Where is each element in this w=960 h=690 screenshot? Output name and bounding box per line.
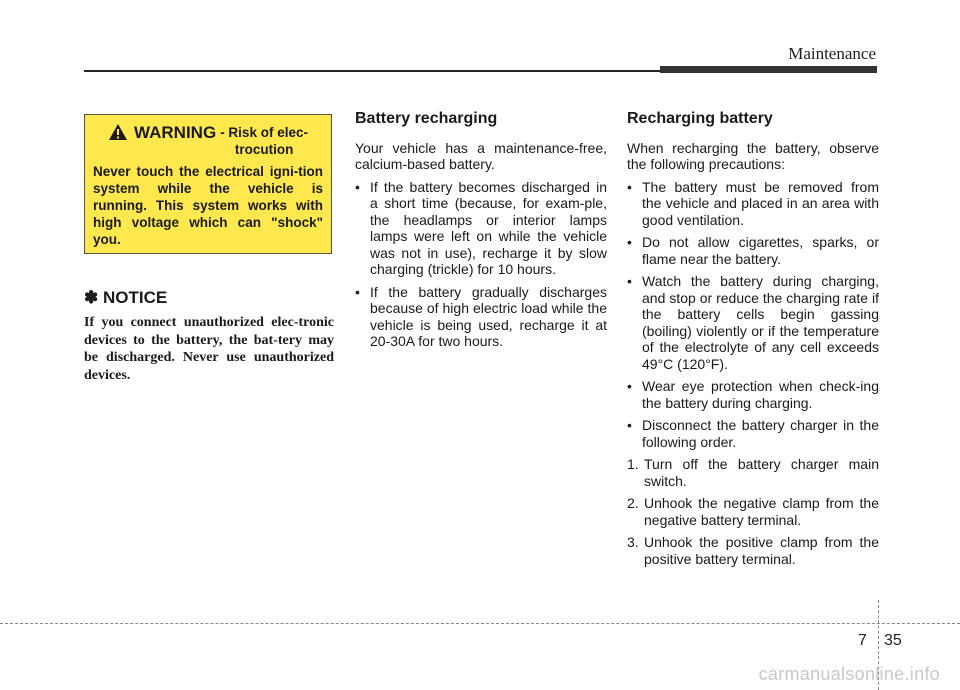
warning-body: Never touch the electrical igni-tion system while the vehicle is running. This system works with high voltage which can "shock" you.	[93, 164, 323, 247]
recharging-battery-intro: When recharging the battery, observe the following precautions:	[627, 139, 879, 172]
bullet-icon: •	[627, 178, 632, 195]
section-header: Maintenance	[788, 44, 876, 63]
step-text: Unhook the positive clamp from the positive battery terminal.	[644, 534, 879, 567]
list-item-text: If the battery gradually discharges because of high electric load while the vehicle is being used, recharge it at 20-30A for two hours.	[370, 283, 607, 349]
step-item	[627, 456, 879, 489]
header-tab-bar	[660, 66, 877, 73]
notice-heading: ✽ NOTICE	[84, 288, 168, 307]
list-item-text: The battery must be removed from the vehicle and placed in an area with good ventilation.	[642, 178, 879, 228]
bullet-icon: •	[627, 273, 632, 289]
recharging-battery-title: Recharging battery	[627, 110, 773, 127]
watermark: carmanualsonline.info	[758, 664, 940, 684]
warning-triangle-icon	[108, 123, 128, 141]
battery-recharging-intro: Your vehicle has a maintenance-free, calcium-based battery.	[355, 139, 607, 172]
step-number: 3.	[627, 534, 639, 550]
header-rule	[84, 70, 660, 72]
bullet-icon: •	[355, 178, 360, 195]
list-item-text: If the battery becomes discharged in a short time (because, for exam-ple, the headlamps or interior lamps lamps were left on while the vehicle was not in use), recharge it by slow charging (trickle) for 10 hours.	[370, 178, 607, 277]
list-item-text: Wear eye protection when check-ing the battery during charging.	[642, 378, 879, 411]
step-item	[627, 495, 879, 528]
footer-rule	[0, 623, 960, 624]
warning-box	[84, 114, 332, 254]
list-item-text: Disconnect the battery charger in the following order.	[642, 417, 879, 450]
battery-recharging-section	[355, 111, 607, 356]
notice-body: If you connect unauthorized elec-tronic devices to the battery, the bat-tery may be discharged. Never use unauthorized devices.	[84, 315, 334, 383]
list-item-text: Do not allow cigarettes, sparks, or flame near the battery.	[642, 234, 879, 267]
list-item-text: Watch the battery during charging, and stop or reduce the charging rate if the battery cells begin gassing (boiling) violently or if the temperature of the electrolyte of any cell exceeds 49°C (120°F).	[642, 273, 879, 372]
warning-header	[93, 123, 323, 158]
step-number: 2.	[627, 495, 639, 511]
warning-title: WARNING	[134, 123, 217, 142]
recharging-battery-section	[627, 111, 879, 573]
bullet-icon: •	[627, 378, 632, 394]
step-item	[627, 534, 879, 567]
list-item	[627, 179, 879, 229]
warning-subtitle	[220, 123, 308, 158]
step-number: 1.	[627, 456, 639, 472]
bullet-icon: •	[627, 234, 632, 250]
page-number: 35	[884, 632, 902, 649]
warning-subtitle-text: - Risk of elec- trocution	[220, 125, 308, 157]
bullet-icon: •	[627, 417, 632, 433]
list-item	[627, 234, 879, 267]
list-item	[627, 273, 879, 372]
list-item	[355, 179, 607, 278]
chapter-number: 7	[858, 632, 867, 649]
battery-recharging-title: Battery recharging	[355, 110, 498, 127]
list-item	[627, 417, 879, 450]
bullet-icon: •	[355, 283, 360, 300]
step-text: Unhook the negative clamp from the negative battery terminal.	[644, 495, 879, 528]
list-item	[627, 378, 879, 411]
list-item	[355, 284, 607, 350]
step-text: Turn off the battery charger main switch.	[644, 456, 879, 489]
